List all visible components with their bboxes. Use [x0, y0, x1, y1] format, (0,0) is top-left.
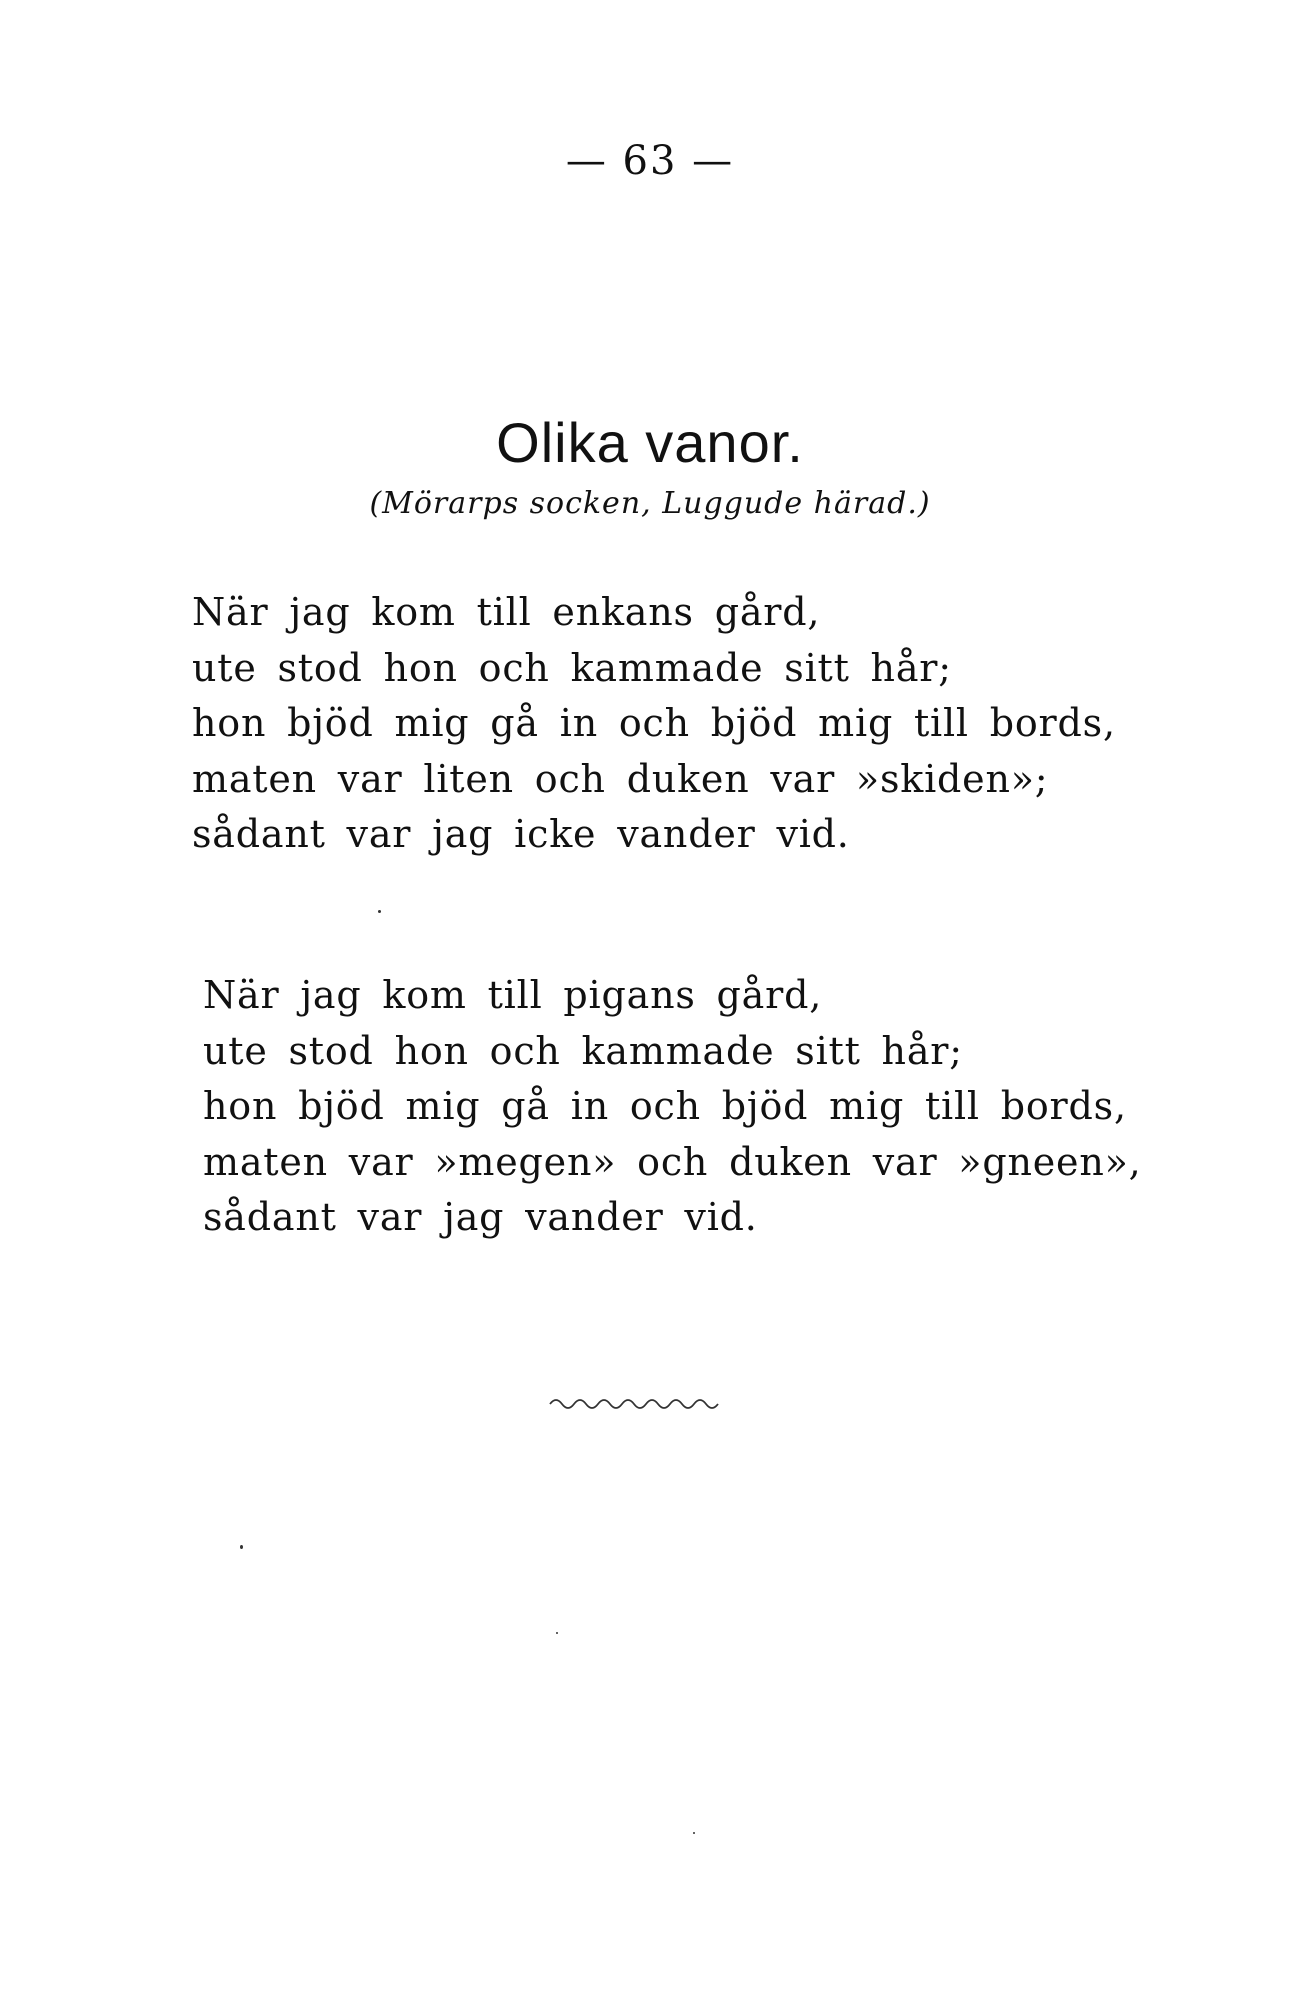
verse-line: hon bjöd mig gå in och bjöd mig till bords, — [203, 1084, 1127, 1128]
print-speck — [693, 1832, 695, 1834]
stanza-1 — [192, 585, 1192, 863]
verse-line: sådant var jag vander vid. — [203, 1195, 758, 1239]
verse-line: maten var liten och duken var »skiden»; — [192, 756, 1049, 801]
verse-line: När jag kom till pigans gård, — [203, 973, 823, 1017]
verse-line: När jag kom till enkans gård, — [192, 590, 821, 634]
print-speck — [556, 1632, 558, 1634]
print-speck — [378, 910, 381, 913]
stanza-2 — [203, 968, 1203, 1246]
page-number: — 63 — — [565, 138, 735, 184]
verse-line: maten var »megen» och duken var »gneen», — [203, 1139, 1142, 1184]
print-speck — [240, 1545, 243, 1549]
poem-subtitle: (Mörarps socken, Luggude härad.) — [369, 486, 931, 521]
verse-line: hon bjöd mig gå in och bjöd mig till bords, — [192, 701, 1116, 745]
verse-line: ute stod hon och kammade sitt hår; — [203, 1028, 963, 1073]
wavy-line-ornament — [548, 1390, 723, 1414]
verse-line: ute stod hon och kammade sitt hår; — [192, 645, 952, 690]
verse-line: sådant var jag icke vander vid. — [192, 812, 850, 856]
poem-title: Olika vanor. — [496, 411, 804, 474]
